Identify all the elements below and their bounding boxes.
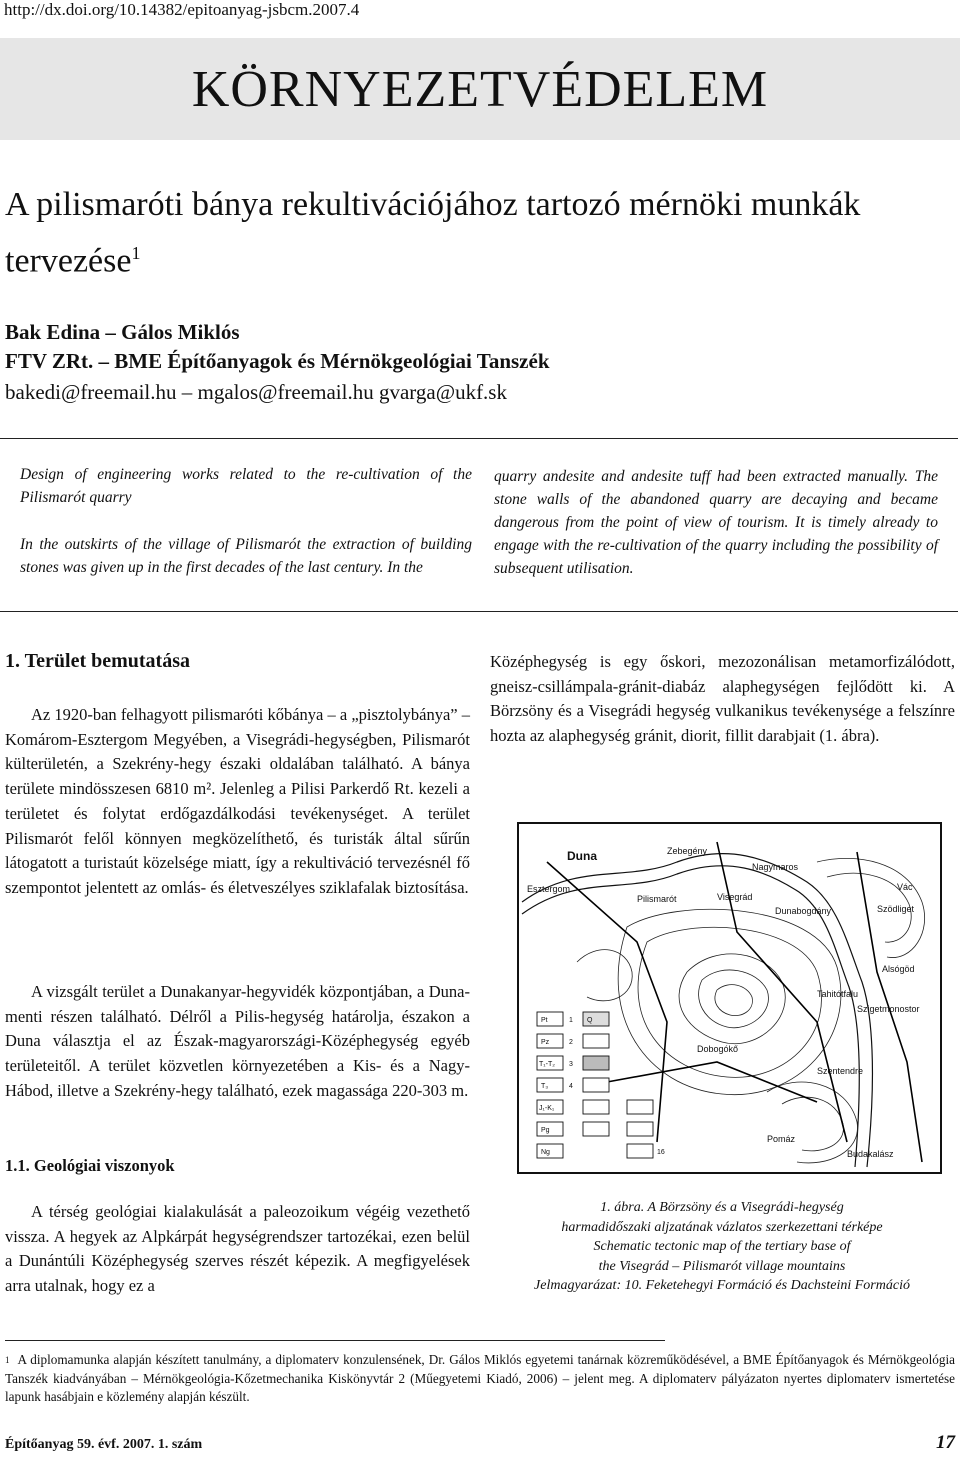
legend-label: J₁-K₁ [539, 1105, 555, 1112]
map-label: Nagymaros [752, 862, 799, 872]
footnote-divider [5, 1340, 665, 1341]
footnote-text: A diplomamunka alapján készített tanulmány, a diplomaterv konzulensének, Dr. Gálos Miklós egyetemi tanárnak közreműködésével, a BME Építőanyagok és Mérnökgeológia Tanszék kiadványában – Mérnökgeológia-Kőzetmechanika Kiskönyvtár 2 (Műegyetemi Kiadó, 2006) – jelent meg. A diplomaterv pályázaton nyertes diplomaterv ismertetése lapunk hasábjain e közlemény alapján készült. [5, 1352, 955, 1404]
affiliation: FTV ZRt. – BME Építőanyagok és Mérnökgeológiai Tanszék [5, 349, 550, 373]
article-title [5, 180, 955, 285]
abstract-left-column: In the outskirts of the village of Pilismarót the extraction of building stones was given up in the first decades of the last century. In the [20, 536, 472, 576]
title-footnote-mark: 1 [131, 243, 141, 263]
caption-line: Schematic tectonic map of the tertiary base of [593, 1239, 851, 1254]
paragraph: Az 1920-ban felhagyott pilismaróti kőbánya – a „pisztolybánya” – Komárom-Esztergom Megyében, a Visegrádi-hegységben, Pilismarót külterületén, a Szekrény-hegy északi oldalában található. A bánya területe mindösszesen 6810 m². Jelenleg a Pilisi Parkerdő Rt. kezeli a területet és folytat erdőgazdálkodási tevékenységet. A terület Pilismarót felől könnyen megközelíthető, és turisták által sűrűn látogatott a turistaút közelsége miatt, így a rekultiváció tervezésnél fő szempontot jelentett az omlás- és életveszélyes sziklafalak biztosítása. [5, 705, 470, 897]
map-label: Vác [897, 882, 913, 892]
section-banner [0, 38, 960, 140]
authors: Bak Edina – Gálos Miklós [5, 320, 240, 344]
legend-label: T₁-T₂ [539, 1061, 555, 1068]
map-label: Pomáz [767, 1134, 796, 1144]
caption-line: the Visegrád – Pilismarót village mountains [598, 1258, 846, 1274]
map-label: Szigetmonostor [857, 1004, 920, 1014]
legend-label: Pt [541, 1017, 548, 1024]
abstract-title: Design of engineering works related to the re-cultivation of the Pilismarót quarry [20, 466, 472, 506]
legend-label: Pz [541, 1039, 550, 1046]
map-label: Budakalász [847, 1149, 894, 1159]
legend-number: 16 [657, 1149, 665, 1156]
section-heading: 1. Terület bemutatása [5, 650, 190, 672]
paragraph: Középhegység is egy őskori, mezozonálisan metamorfizálódott, gneisz-csillámpala-gránit-diabáz alaphegységen fejlődött ki. A Börzsöny és a Visegrádi hegység vulkanikus tevékenysége a felszínre hozta az alaphegység gránit, diorit, fillit darabjait (1. ábra). [490, 652, 955, 746]
caption-line: harmadidőszaki aljzatának vázlatos szerkezettani térképe [561, 1219, 883, 1235]
journal-footer: Építőanyag 59. évf. 2007. 1. szám [5, 1437, 203, 1452]
map-label: Pilismarót [637, 894, 677, 904]
legend-number: 3 [569, 1061, 573, 1068]
map-label: Szödliget [877, 904, 915, 914]
doi-link[interactable]: http://dx.doi.org/10.14382/epitoanyag-jsbcm.2007.4 [4, 0, 360, 19]
footnote [5, 1351, 955, 1407]
legend-number: 4 [569, 1083, 573, 1090]
map-label: Tahitótfalu [817, 989, 859, 999]
body-column-left [5, 703, 470, 901]
legend-label: Ng [541, 1149, 550, 1156]
map-label: Zebegény [667, 846, 708, 856]
map-label: Esztergom [527, 884, 571, 894]
author-emails: bakedi@freemail.hu – mgalos@freemail.hu gvarga@ukf.sk [5, 380, 507, 404]
body-column-right [490, 650, 955, 749]
legend-label: T₃ [541, 1083, 549, 1090]
caption-line: 1. ábra. A Börzsöny és a Visegrádi-hegység [600, 1200, 844, 1215]
legend-label: Pg [541, 1127, 550, 1134]
map-label: Dobogókő [697, 1044, 739, 1054]
banner-title: KÖRNYEZETVÉDELEM [191, 60, 769, 118]
footnote-mark: 1 [5, 1355, 10, 1365]
map-label: Alsógöd [882, 964, 915, 974]
abstract-right-column: quarry andesite and andesite tuff had been extracted manually. The stone walls of the abandoned quarry are decaying and became dangerous from the point of view of tourism. It is timely already to engage with the re-cultivation of the quarry including the possibility of subsequent utilisation. [494, 468, 938, 577]
body-column-left [5, 1200, 470, 1299]
map-label: Szentendre [817, 1066, 864, 1076]
tectonic-map-figure [517, 822, 942, 1174]
caption-line: Jelmagyarázat: 10. Feketehegyi Formáció és Dachsteini Formáció [534, 1278, 910, 1293]
paragraph: A térség geológiai kialakulását a paleozoikum végéig vezethető vissza. A hegyek az Alpkárpát hegységrendszer tartozékai, ezen belül a Dunántúli Középhegység szerves részét képezik. A megfigyelések arra utalnak, hogy ez a [5, 1202, 470, 1296]
map-label-duna: Duna [567, 849, 597, 863]
legend-number: 2 [569, 1039, 573, 1046]
legend-number: 1 [569, 1017, 573, 1024]
article-title-text: A pilismaróti bánya rekultivációjához tartozó mérnöki munkák tervezése [5, 186, 861, 280]
map-label: Visegrád [717, 892, 753, 902]
page-number: 17 [936, 1432, 955, 1453]
body-column-left [5, 980, 470, 1104]
map-label: Dunabogdány [775, 906, 832, 916]
legend-label: Q [587, 1017, 593, 1024]
paragraph: A vizsgált terület a Dunakanyar-hegyvidék központjában, a Duna-menti részen található. Délről a Pilis-hegység határolja, északon a Duna választja el az Észak-magyarországi-Középhegység egyéb területeitől. A terület közvetlen környezetében a Kis- és a Nagy-Hábod, illetve a Szekrény-hegy található, ezek magassága 220-303 m. [5, 982, 470, 1100]
subsection-heading: 1.1. Geológiai viszonyok [5, 1156, 175, 1175]
figure-caption [492, 1198, 952, 1296]
